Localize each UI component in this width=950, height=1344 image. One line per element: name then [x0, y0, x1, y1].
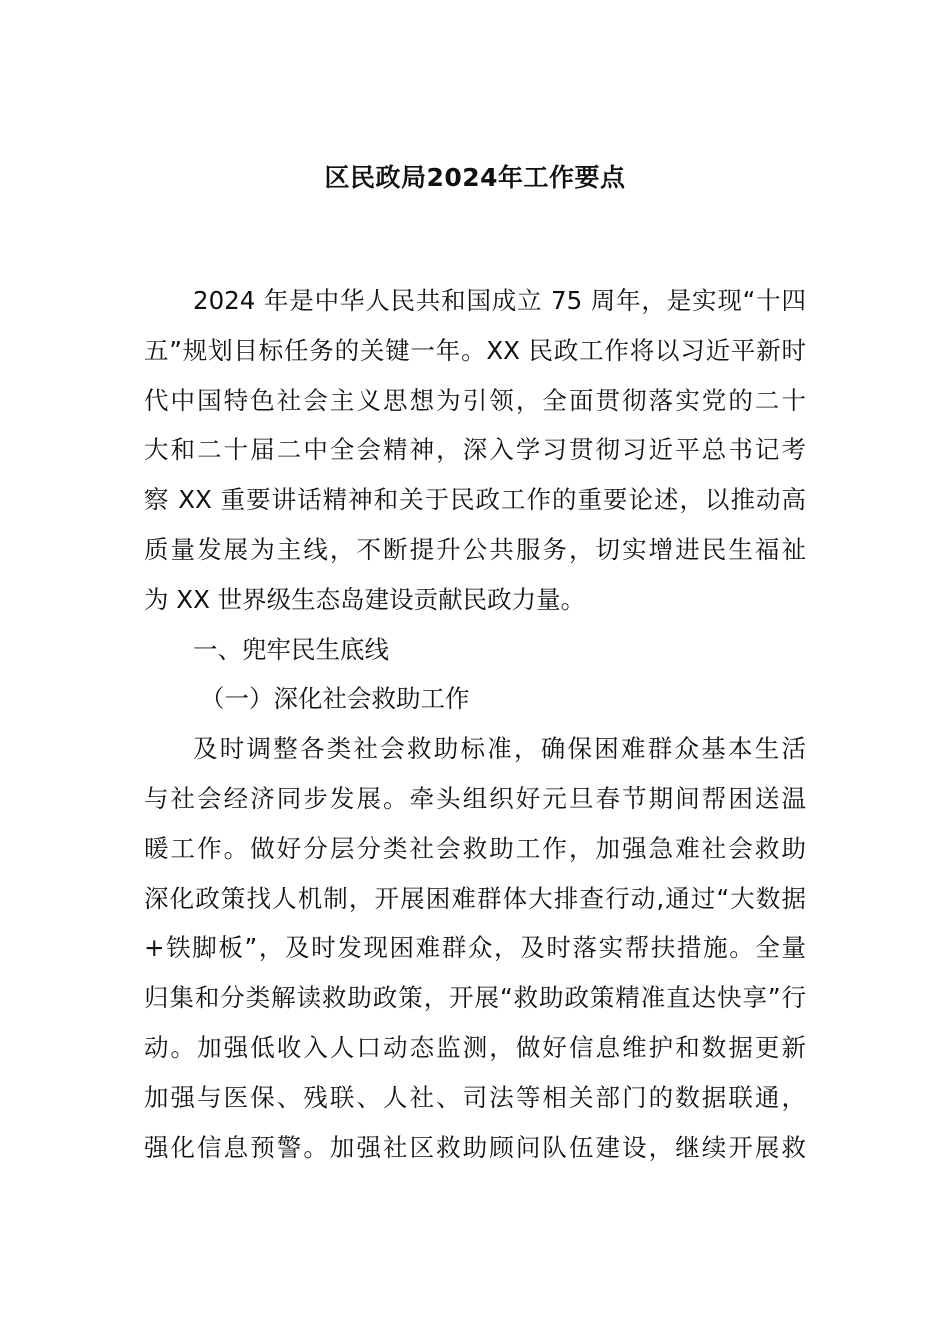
paragraph-line: +铁脚板”，及时发现困难群众，及时落实帮扶措施。全量 [144, 933, 806, 963]
paragraph-line: 2024 年是中华人民共和国成立 75 周年，是实现“十四 [193, 286, 806, 315]
paragraph-line: 察 XX 重要讲话精神和关于民政工作的重要论述，以推动高 [144, 485, 806, 515]
paragraph-line: 代中国特色社会主义思想为引领，全面贯彻落实党的二十 [144, 385, 806, 415]
paragraph-line: 及时调整各类社会救助标准，确保困难群众基本生活 [193, 734, 806, 764]
paragraph-line: 深化政策找人机制，开展困难群体大排查行动,通过“大数据 [144, 883, 806, 913]
section-heading: 一、兜牢民生底线 [193, 634, 389, 664]
paragraph-line: 质量发展为主线，不断提升公共服务，切实增进民生福祉 [144, 534, 806, 564]
document-body [144, 276, 806, 1172]
subsection-heading: （一）深化社会救助工作 [200, 684, 470, 714]
paragraph-line: 五”规划目标任务的关键一年。XX 民政工作将以习近平新时 [144, 335, 806, 365]
paragraph-line: 动。加强低收入人口动态监测，做好信息维护和数据更新 [144, 1032, 806, 1062]
paragraph-line: 强化信息预警。加强社区救助顾问队伍建设，继续开展救 [144, 1132, 806, 1162]
paragraph-line: 暖工作。做好分层分类社会救助工作，加强急难社会救助 [144, 833, 806, 863]
paragraph-line: 与社会经济同步发展。牵头组织好元旦春节期间帮困送温 [144, 783, 806, 813]
paragraph-line: 归集和分类解读救助政策，开展“救助政策精准直达快享”行 [144, 983, 806, 1013]
paragraph-line: 大和二十届二中全会精神，深入学习贯彻习近平总书记考 [144, 435, 806, 465]
document-title: 区民政局2024年工作要点 [324, 163, 626, 192]
paragraph-line: 加强与医保、残联、人社、司法等相关部门的数据联通， [144, 1082, 806, 1112]
paragraph-line: 为 XX 世界级生态岛建设贡献民政力量。 [144, 584, 586, 614]
